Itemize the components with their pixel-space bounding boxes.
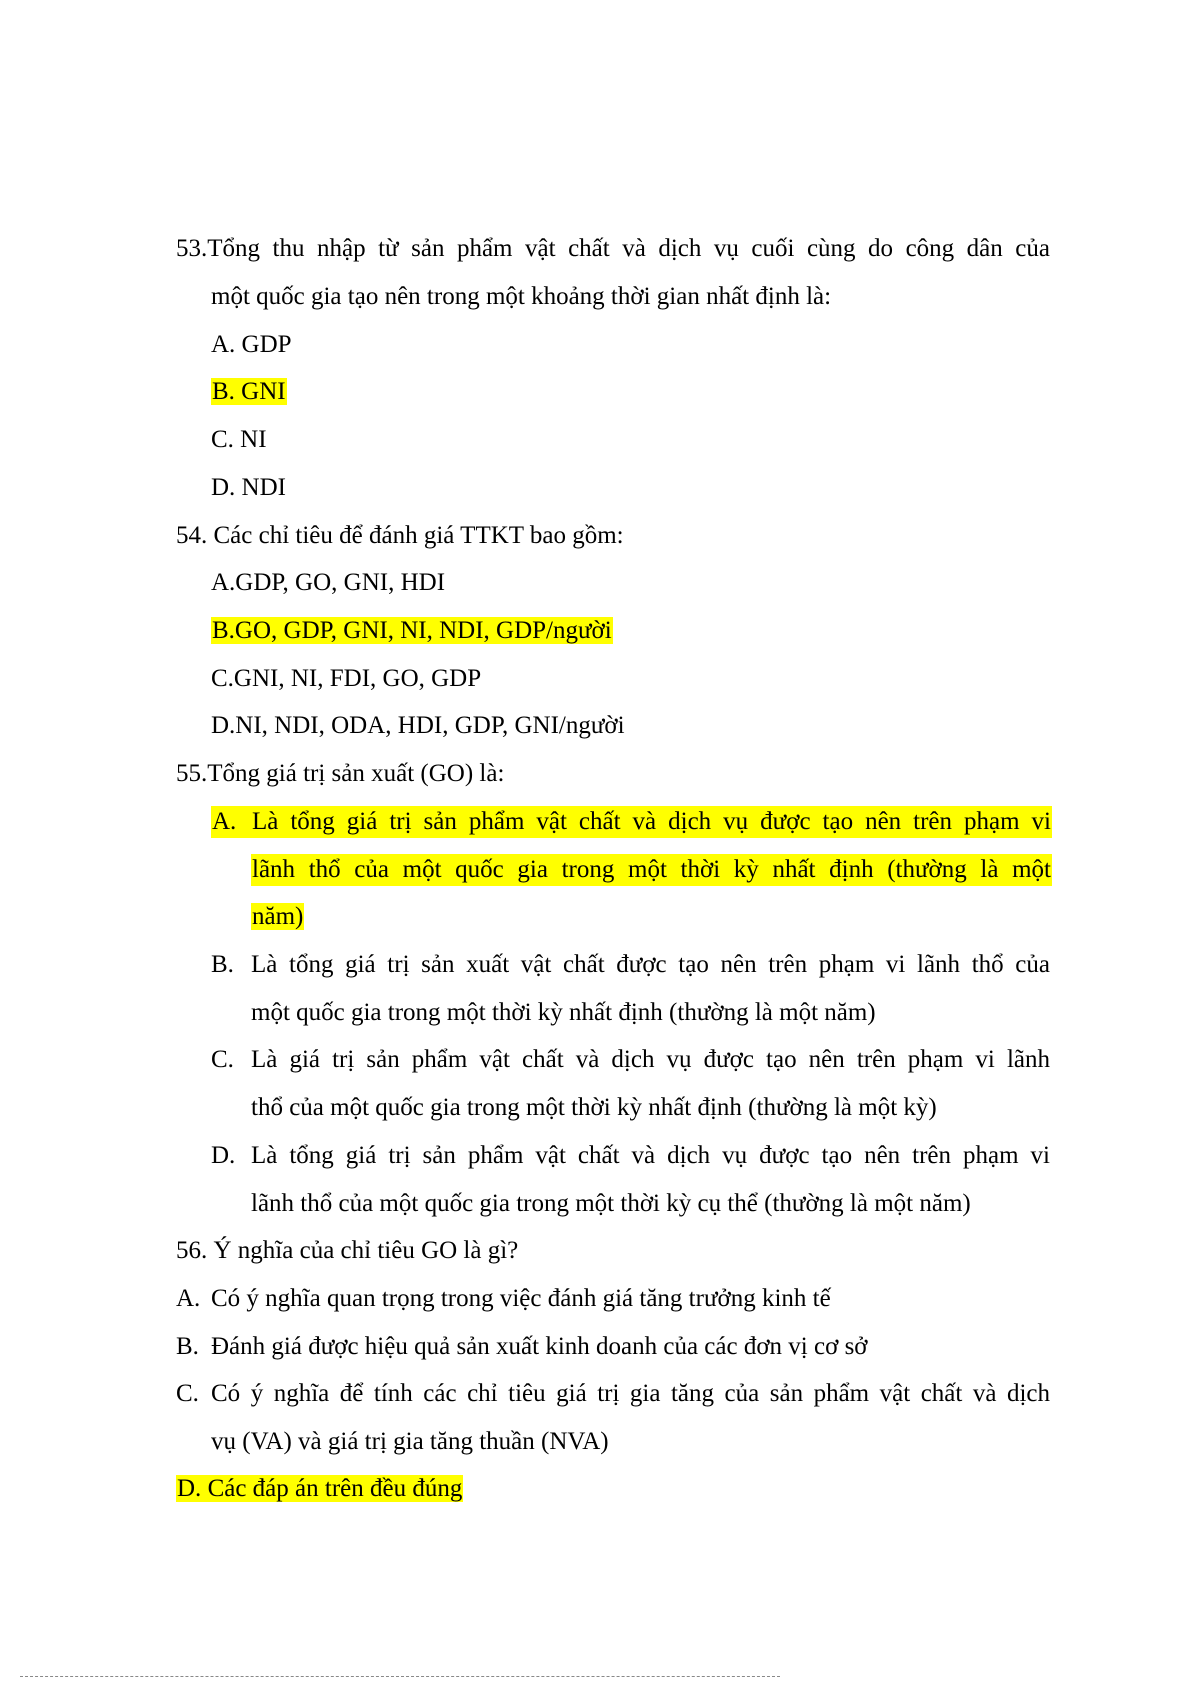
question-55-option-a-line-2: lãnh thổ của một quốc gia trong một thời kỳ nhất định (thường là một xyxy=(251,854,1052,886)
question-54-option-a: A.GDP, GO, GNI, HDI xyxy=(211,569,446,596)
question-56-option-d xyxy=(176,1473,463,1505)
question-53-option-a: A. GDP xyxy=(211,331,292,358)
question-55-line-1: 55.Tổng giá trị sản xuất (GO) là: xyxy=(176,760,505,787)
question-53-line-1: 53.Tổng thu nhập từ sản phẩm vật chất và dịch vụ cuối cùng do công dân của xyxy=(176,235,1050,262)
question-55-option-c-label: C. xyxy=(211,1046,234,1073)
question-53-line-2: một quốc gia tạo nên trong một khoảng thời gian nhất định là: xyxy=(211,283,832,310)
question-56-option-d-label: D. xyxy=(177,1475,202,1502)
question-56-line-1: 56. Ý nghĩa của chỉ tiêu GO là gì? xyxy=(176,1237,519,1264)
question-56-option-c-line-1: Có ý nghĩa để tính các chỉ tiêu giá trị gia tăng của sản phẩm vật chất và dịch xyxy=(211,1380,1050,1407)
question-56-option-d-line-1: Các đáp án trên đều đúng xyxy=(207,1475,463,1502)
question-56-option-c-label: C. xyxy=(176,1380,199,1407)
question-56-option-a-label: A. xyxy=(176,1285,201,1312)
question-55-option-d-line-2: lãnh thổ của một quốc gia trong một thời kỳ cụ thể (thường là một năm) xyxy=(251,1190,971,1217)
question-56-option-b-line-1: Đánh giá được hiệu quả sản xuất kinh doanh của các đơn vị cơ sở xyxy=(211,1333,868,1360)
question-54-line-1: 54. Các chỉ tiêu để đánh giá TTKT bao gồm: xyxy=(176,522,624,549)
question-55-option-d-line-1: Là tổng giá trị sản phẩm vật chất và dịch vụ được tạo nên trên phạm vi xyxy=(251,1142,1050,1169)
answer-highlight xyxy=(176,1475,463,1502)
question-55-option-d-label: D. xyxy=(211,1142,236,1169)
question-56-option-b-label: B. xyxy=(176,1333,199,1360)
question-55-option-a-label: A. xyxy=(211,806,253,838)
question-55-option-c-line-1: Là giá trị sản phẩm vật chất và dịch vụ được tạo nên trên phạm vi lãnh xyxy=(251,1046,1050,1073)
answer-highlight: B. GNI xyxy=(212,378,286,405)
question-56-option-c-line-2: vụ (VA) và giá trị gia tăng thuần (NVA) xyxy=(211,1428,609,1455)
question-55-option-a-line-1: Là tổng giá trị sản phẩm vật chất và dịch vụ được tạo nên trên phạm vi xyxy=(251,806,1052,838)
question-53-option-c: C. NI xyxy=(211,426,267,453)
footer-divider xyxy=(20,1676,780,1677)
question-55-option-b-label: B. xyxy=(211,951,234,978)
question-54-option-d: D.NI, NDI, ODA, HDI, GDP, GNI/người xyxy=(211,712,625,739)
question-55-option-b-line-1: Là tổng giá trị sản xuất vật chất được tạo nên trên phạm vi lãnh thổ của xyxy=(251,951,1050,978)
question-55-option-b-line-2: một quốc gia trong một thời kỳ nhất định (thường là một năm) xyxy=(251,999,876,1026)
question-56-option-a-line-1: Có ý nghĩa quan trọng trong việc đánh giá tăng trưởng kinh tế xyxy=(211,1285,831,1312)
question-54-option-c: C.GNI, NI, FDI, GO, GDP xyxy=(211,665,482,692)
question-53-option-d: D. NDI xyxy=(211,474,286,501)
question-54-option-b xyxy=(211,615,613,647)
question-55-option-c-line-2: thổ của một quốc gia trong một thời kỳ nhất định (thường là một kỳ) xyxy=(251,1094,937,1121)
question-53-option-b xyxy=(211,376,287,408)
answer-highlight: năm) xyxy=(252,903,304,930)
answer-highlight: B.GO, GDP, GNI, NI, NDI, GDP/người xyxy=(212,617,612,644)
question-55-option-a-line-3 xyxy=(251,901,304,933)
